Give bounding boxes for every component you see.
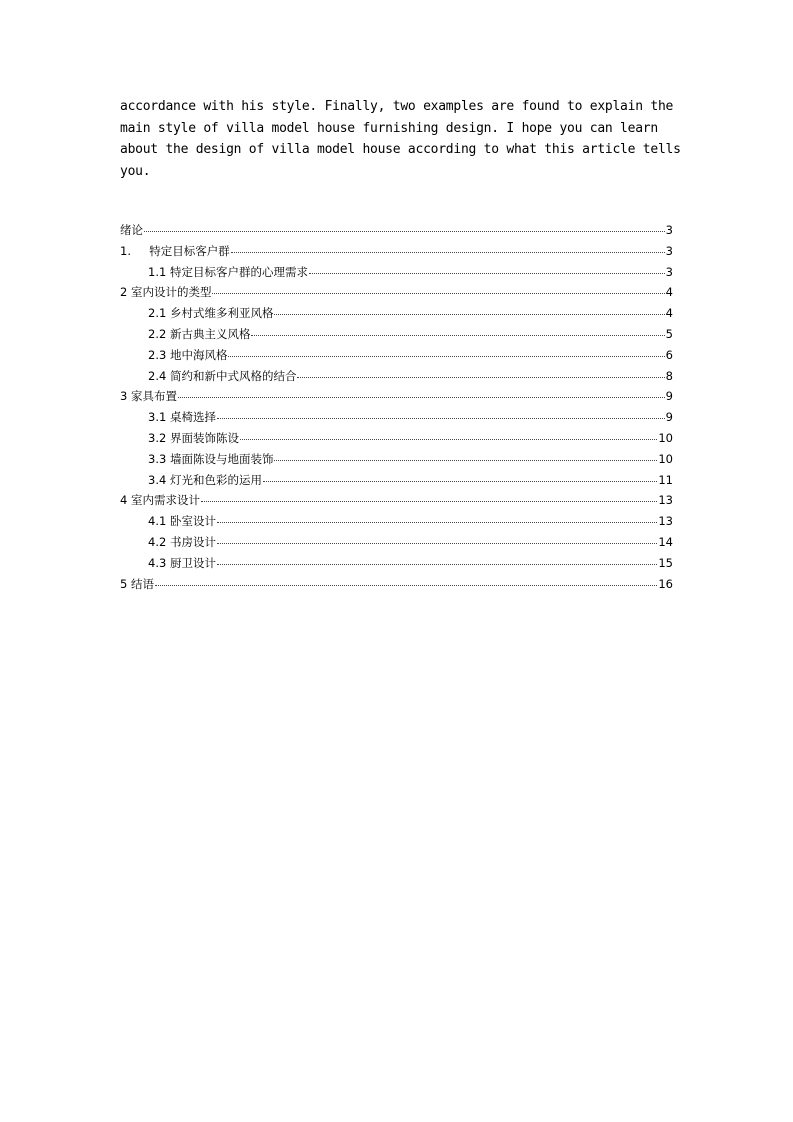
toc-entry-label: 4.2 书房设计 bbox=[148, 534, 216, 549]
toc-leader-dots bbox=[263, 481, 657, 482]
toc-entry[interactable] bbox=[120, 492, 673, 513]
toc-entry-label: 5 结语 bbox=[120, 576, 154, 591]
toc-entry-label: 2.2 新古典主义风格 bbox=[148, 326, 251, 341]
toc-entry-page: 4 bbox=[665, 285, 673, 300]
toc-entry-label: 2.4 简约和新中式风格的结合 bbox=[148, 368, 297, 383]
toc-entry[interactable] bbox=[120, 222, 673, 243]
toc-leader-dots bbox=[217, 543, 657, 544]
toc-leader-dots bbox=[212, 293, 664, 294]
toc-entry-page: 3 bbox=[665, 223, 673, 237]
toc-leader-dots bbox=[251, 335, 664, 336]
toc-entry[interactable] bbox=[120, 409, 673, 430]
toc-leader-dots bbox=[240, 439, 657, 440]
toc-entry[interactable] bbox=[120, 243, 673, 264]
toc-entry-label: 2 室内设计的类型 bbox=[120, 285, 212, 300]
toc-entry[interactable] bbox=[120, 305, 673, 326]
toc-entry[interactable] bbox=[120, 430, 673, 451]
toc-leader-dots bbox=[144, 231, 665, 232]
toc-entry-label: 绪论 bbox=[120, 223, 143, 237]
toc-entry[interactable] bbox=[120, 347, 673, 368]
toc-entry-page: 5 bbox=[665, 326, 673, 341]
abstract-line: main style of villa model house furnishing design. I hope you can learn bbox=[120, 120, 658, 136]
toc-entry-page: 10 bbox=[658, 430, 673, 445]
toc-entry-label: 3.2 界面装饰陈设 bbox=[148, 430, 239, 445]
toc-entry-label: 4 室内需求设计 bbox=[120, 493, 200, 508]
toc-entry-label: 3.3 墙面陈设与地面装饰 bbox=[148, 451, 274, 466]
toc-entry-page: 6 bbox=[665, 347, 673, 362]
toc-leader-dots bbox=[274, 460, 657, 461]
toc-entry[interactable] bbox=[120, 388, 673, 409]
toc-entry[interactable] bbox=[120, 451, 673, 472]
toc-leader-dots bbox=[228, 356, 664, 357]
toc-entry-label: 2.3 地中海风格 bbox=[148, 347, 228, 362]
toc-leader-dots bbox=[155, 585, 657, 586]
toc-entry-label: 1.1 特定目标客户群的心理需求 bbox=[148, 264, 308, 279]
toc-entry[interactable] bbox=[120, 264, 673, 285]
abstract-line: about the design of villa model house according to what this article tells bbox=[120, 142, 681, 157]
table-of-contents bbox=[120, 222, 673, 596]
toc-entry-page: 3 bbox=[665, 264, 673, 279]
abstract-line: accordance with his style. Finally, two examples are found to explain the bbox=[120, 99, 674, 114]
toc-leader-dots bbox=[217, 522, 657, 523]
toc-entry[interactable] bbox=[120, 326, 673, 347]
toc-entry-label: 3.4 灯光和色彩的运用 bbox=[148, 472, 262, 487]
toc-leader-dots bbox=[217, 418, 665, 419]
toc-entry-page: 9 bbox=[665, 389, 673, 404]
toc-entry-page: 15 bbox=[658, 555, 673, 570]
toc-entry-label: 1. 特定目标客户群 bbox=[120, 243, 230, 258]
toc-entry-label: 3 家具布置 bbox=[120, 389, 177, 404]
toc-entry-page: 16 bbox=[658, 576, 673, 591]
toc-entry-page: 11 bbox=[658, 472, 673, 487]
toc-entry[interactable] bbox=[120, 534, 673, 555]
toc-entry-page: 9 bbox=[665, 410, 673, 425]
toc-leader-dots bbox=[178, 397, 665, 398]
toc-entry-page: 3 bbox=[665, 243, 673, 258]
toc-leader-dots bbox=[217, 564, 657, 565]
toc-leader-dots bbox=[274, 314, 664, 315]
toc-leader-dots bbox=[309, 273, 665, 274]
toc-entry-label: 2.1 乡村式维多利亚风格 bbox=[148, 306, 274, 321]
toc-entry-page: 4 bbox=[665, 306, 673, 321]
toc-entry-page: 14 bbox=[658, 534, 673, 549]
abstract-line: you. bbox=[120, 163, 151, 179]
abstract-paragraph bbox=[120, 96, 681, 182]
toc-entry-page: 13 bbox=[658, 493, 673, 508]
toc-entry-label: 4.1 卧室设计 bbox=[148, 514, 216, 529]
toc-entry[interactable] bbox=[120, 555, 673, 576]
toc-leader-dots bbox=[297, 377, 664, 378]
toc-entry-label: 4.3 厨卫设计 bbox=[148, 555, 216, 570]
toc-entry-page: 10 bbox=[658, 451, 673, 466]
toc-entry[interactable] bbox=[120, 472, 673, 493]
toc-entry[interactable] bbox=[120, 284, 673, 305]
toc-entry-page: 8 bbox=[665, 368, 673, 383]
toc-leader-dots bbox=[231, 252, 665, 253]
toc-entry-page: 13 bbox=[658, 514, 673, 529]
toc-entry[interactable] bbox=[120, 513, 673, 534]
toc-entry-label: 3.1 桌椅选择 bbox=[148, 410, 216, 425]
toc-entry[interactable] bbox=[120, 368, 673, 389]
toc-leader-dots bbox=[201, 501, 657, 502]
toc-entry[interactable] bbox=[120, 576, 673, 597]
